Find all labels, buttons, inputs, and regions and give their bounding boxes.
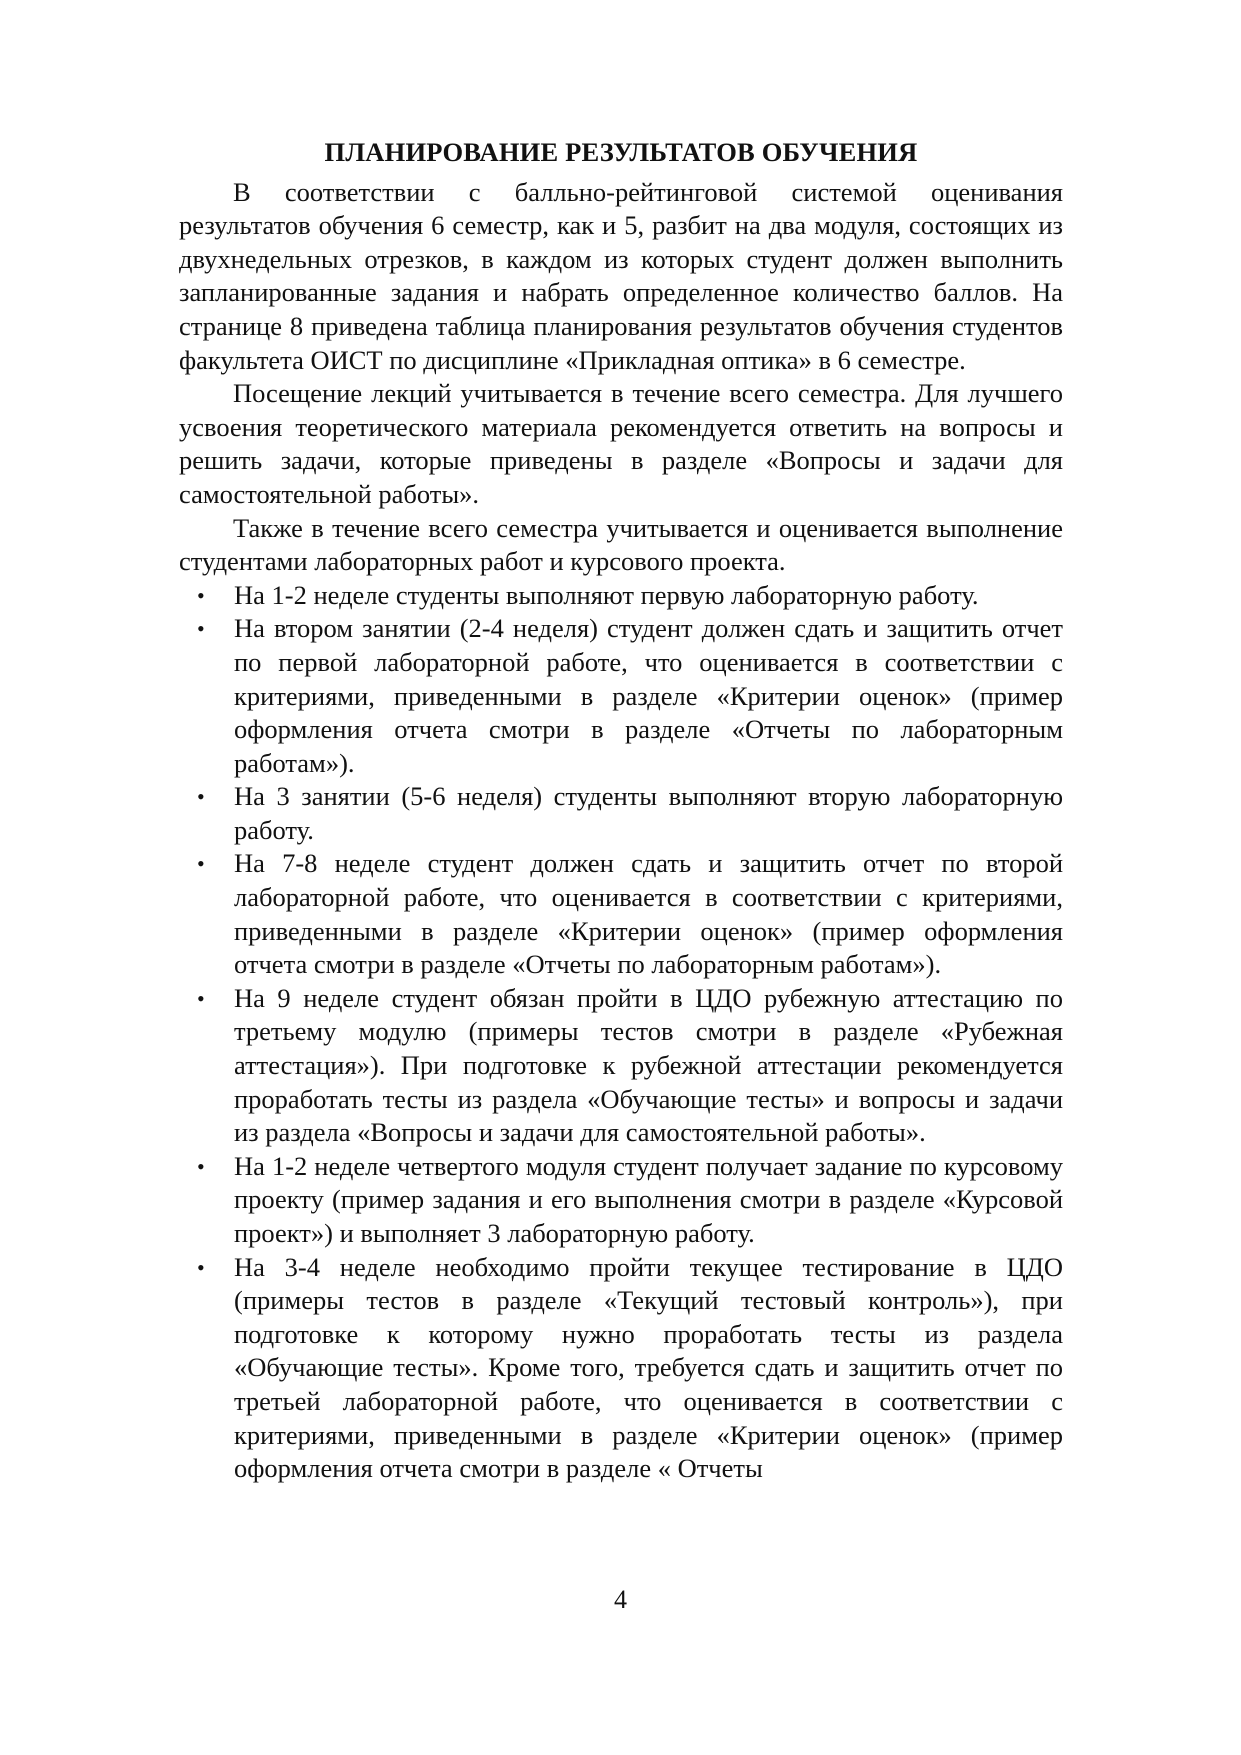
bullet-icon: • xyxy=(197,1153,205,1179)
list-item xyxy=(179,1150,1063,1251)
list-item-text: На 1-2 неделе студенты выполняют первую лабораторную работу. xyxy=(234,579,979,610)
paragraph-lectures: Посещение лекций учитывается в течение всего семестра. Для лучшего усвоения теоретического материала рекомендуется ответить на вопросы и решить задачи, которые приведены в разделе «Вопросы и задачи для самостоятельной работы». xyxy=(179,378,1063,509)
section-title: ПЛАНИРОВАНИЕ РЕЗУЛЬТАТОВ ОБУЧЕНИЯ xyxy=(324,137,918,167)
bullet-icon: • xyxy=(197,851,205,877)
paragraph-intro: В соответствии с балльно-рейтинговой системой оценивания результатов обучения 6 семестр, как и 5, разбит на два модуля, состоящих из двухнедельных отрезков, в каждом из которых студент должен выполнить запланированные задания и набрать определенное количество баллов. На странице 8 приведена таблица планирования результатов обучения студентов факультета ОИСТ по дисциплине «Прикладная оптика» в 6 семестре. xyxy=(179,176,1063,375)
list-item xyxy=(179,1251,1063,1486)
list-item-text: На втором занятии (2-4 неделя) студент должен сдать и защитить отчет по первой лабораторной работе, что оценивается в соответствии с критериями, приведенными в разделе «Критерии оценок» (пример оформления отчета смотри в разделе «Отчеты по лабораторным работам»). xyxy=(234,613,1063,778)
list-item-text: На 7-8 неделе студент должен сдать и защитить отчет по второй лабораторной работе, что оценивается в соответствии с критериями, приведенными в разделе «Критерии оценок» (пример оформления отчета смотри в разделе «Отчеты по лабораторным работам»). xyxy=(234,848,1063,980)
list-item xyxy=(179,780,1063,847)
bullet-icon: • xyxy=(197,582,205,608)
bullet-icon: • xyxy=(197,985,205,1011)
schedule-list xyxy=(179,579,1063,1486)
page-content xyxy=(179,136,1063,1486)
list-item-text: На 1-2 неделе четвертого модуля студент получает задание по курсовому проекту (пример задания и его выполнения смотри в разделе «Курсовой проект») и выполняет 3 лабораторную работу. xyxy=(234,1150,1063,1248)
list-item xyxy=(179,982,1063,1150)
bullet-icon: • xyxy=(197,784,205,810)
bullet-icon: • xyxy=(197,1254,205,1280)
list-item xyxy=(179,579,1063,613)
list-item-text: На 9 неделе студент обязан пройти в ЦДО рубежную аттестацию по третьему модулю (примеры тестов смотри в разделе «Рубежная аттестация»). При подготовке к рубежной аттестации рекомендуется проработать тесты из раздела «Обучающие тесты» и вопросы и задачи из раздела «Вопросы и задачи для самостоятельной работы». xyxy=(234,982,1063,1148)
list-item xyxy=(179,847,1063,981)
list-item-text: На 3 занятии (5-6 неделя) студенты выполняют вторую лабораторную работу. xyxy=(234,781,1063,845)
bullet-icon: • xyxy=(197,616,205,642)
list-item-text: На 3-4 неделе необходимо пройти текущее тестирование в ЦДО (примеры тестов в разделе «Текущий тестовый контроль»), при подготовке к которому нужно проработать тесты из раздела «Обучающие тесты». Кроме того, требуется сдать и защитить отчет по третьей лабораторной работе, что оценивается в соответствии с критериями, приведенными в разделе «Критерии оценок» (пример оформления отчета смотри в разделе « Отчеты xyxy=(234,1251,1063,1484)
list-item xyxy=(179,612,1063,780)
page-number: 4 xyxy=(614,1585,627,1614)
paragraph-labs: Также в течение всего семестра учитывается и оценивается выполнение студентами лабораторных работ и курсового проекта. xyxy=(179,512,1063,577)
